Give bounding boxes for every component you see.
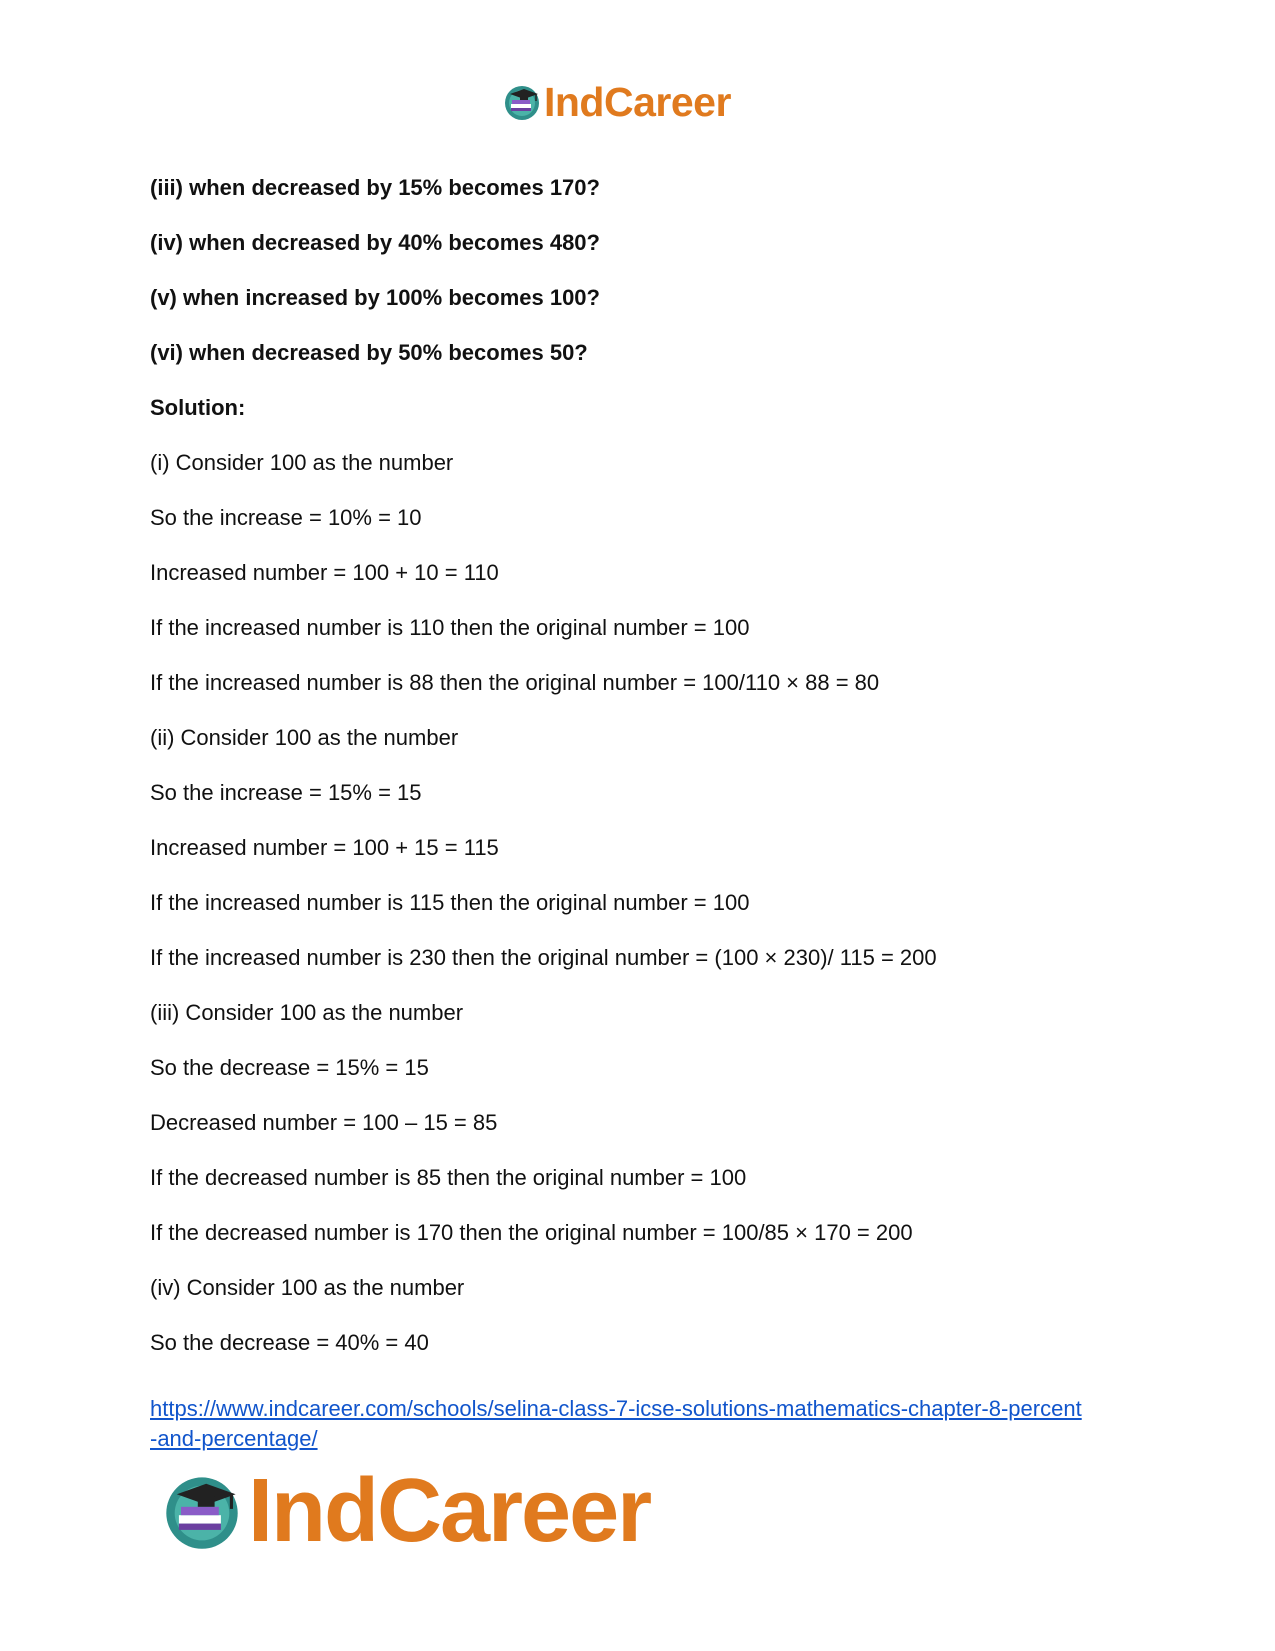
solution-line: (iv) Consider 100 as the number [150, 1275, 465, 1300]
graduation-book-icon [160, 1469, 244, 1553]
solution-line: If the increased number is 88 then the original number = 100/110 × 88 = 80 [150, 670, 880, 695]
source-link-line-1[interactable]: https://www.indcareer.com/schools/selina-class-7-icse-solutions-mathematics-chapter-8-percent [150, 1396, 1082, 1421]
solution-line: Increased number = 100 + 10 = 110 [150, 560, 499, 585]
header-logo-text: IndCareer [544, 78, 731, 125]
footer-logo [160, 1461, 651, 1561]
question-line: (vi) when decreased by 50% becomes 50? [150, 340, 588, 365]
graduation-book-icon [502, 82, 542, 122]
solution-line: (iii) Consider 100 as the number [150, 1000, 464, 1025]
solution-line: (ii) Consider 100 as the number [150, 725, 459, 750]
solution-line: If the increased number is 115 then the original number = 100 [150, 890, 750, 915]
question-line: (iv) when decreased by 40% becomes 480? [150, 230, 600, 255]
solution-line: So the decrease = 40% = 40 [150, 1330, 429, 1355]
solution-line: If the increased number is 110 then the original number = 100 [150, 615, 750, 640]
question-line: Solution: [150, 395, 246, 420]
source-link-block[interactable] [150, 1394, 1150, 1454]
solution-line: (i) Consider 100 as the number [150, 450, 454, 475]
solution-line: So the increase = 15% = 15 [150, 780, 422, 805]
solution-line: If the decreased number is 85 then the original number = 100 [150, 1165, 747, 1190]
solution-line: Decreased number = 100 – 15 = 85 [150, 1110, 498, 1135]
solution-line: If the decreased number is 170 then the original number = 100/85 × 170 = 200 [150, 1220, 913, 1245]
solution-line: So the increase = 10% = 10 [150, 505, 422, 530]
solution-line: If the increased number is 230 then the original number = (100 × 230)/ 115 = 200 [150, 945, 937, 970]
solution-line: Increased number = 100 + 15 = 115 [150, 835, 499, 860]
solution-content [150, 174, 1150, 1384]
question-line: (iii) when decreased by 15% becomes 170? [150, 175, 600, 200]
header-logo [502, 78, 731, 126]
question-line: (v) when increased by 100% becomes 100? [150, 285, 600, 310]
solution-line: So the decrease = 15% = 15 [150, 1055, 429, 1080]
footer-logo-text: IndCareer [248, 1461, 651, 1561]
source-link-line-2[interactable]: -and-percentage/ [150, 1426, 318, 1451]
